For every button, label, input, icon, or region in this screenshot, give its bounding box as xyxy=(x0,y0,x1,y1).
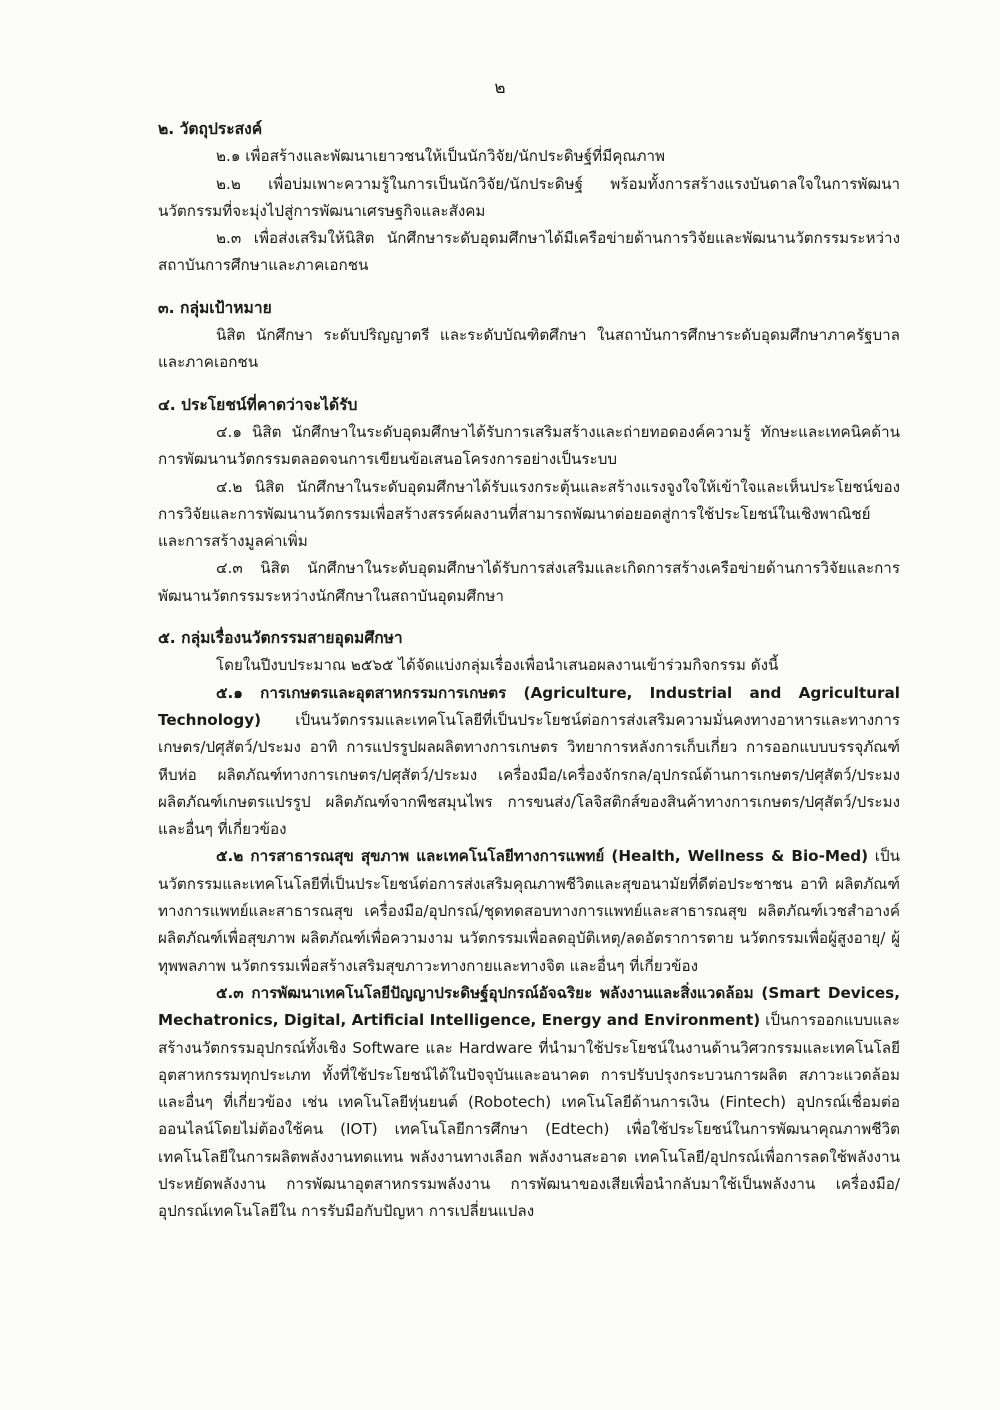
list-item xyxy=(158,680,900,844)
paragraph: โดยในปีงบประมาณ ๒๕๖๕ ได้จัดแบ่งกลุ่มเรื่องเพื่อนำเสนอผลงานเข้าร่วมกิจกรรม ดังนี้ xyxy=(216,656,779,675)
section-expected-benefits xyxy=(158,392,900,610)
section-heading: ๒. วัตถุประสงค์ xyxy=(158,120,263,138)
page-number: ๒ xyxy=(494,78,506,98)
paragraph: ๒.๓ เพื่อส่งเสริมให้นิสิต นักศึกษาระดับอุดมศึกษาได้มีเครือข่ายด้านการวิจัยและพัฒนานวัตกรรมระหว่างสถาบันการศึกษาและภาคเอกชน xyxy=(158,229,900,275)
section-target-group xyxy=(158,295,900,377)
section-heading: ๕. กลุ่มเรื่องนวัตกรรมสายอุดมศึกษา xyxy=(158,629,403,648)
item-body: เป็นการออกแบบและสร้างนวัตกรรมอุปกรณ์ทั้งเชิง Software และ Hardware ที่นำมาใช้ประโยชน์ในงานด้านวิศวกรรมและเทคโนโลยีอุตสาหกรรมทุกประเภท ทั้งที่ใช้ประโยชน์ได้ในปัจจุบันและอนาคต การปรับปรุงกระบวนการผลิต สภาวะแวดล้อม และอื่นๆ ที่เกี่ยวข้อง เช่น เทคโนโลยีหุ่นยนต์ (Robotech) เทคโนโลยีด้านการเงิน (Fintech) อุปกรณ์เชื่อมต่อออนไลน์โดยไม่ต้องใช้คน (IOT) เทคโนโลยีการศึกษา (Edtech) เพื่อใช้ประโยชน์ในการพัฒนาคุณภาพชีวิต เทคโนโลยีในการผลิตพลังงานทดแทน พลังงานทางเลือก พลังงานสะอาด เทคโนโลยี/อุปกรณ์เพื่อการลดใช้พลังงาน ประหยัดพลังงาน การพัฒนาอุตสาหกรรมพลังงาน การพัฒนาของเสียเพื่อนำกลับมาใช้เป็นพลังงาน เครื่องมือ/อุปกรณ์เทคโนโลยีใน การรับมือกับปัญหา การเปลี่ยนแปลง xyxy=(158,1011,900,1221)
paragraph: ๔.๒ นิสิต นักศึกษาในระดับอุดมศึกษาได้รับแรงกระตุ้นและสร้างแรงจูงใจให้เข้าใจและเห็นประโยชน์ของการวิจัยและการพัฒนานวัตกรรมเพื่อสร้างสรรค์ผลงานที่สามารถพัฒนาต่อยอดสู่การใช้ประโยชน์ในเชิงพาณิชย์ และการสร้างมูลค่าเพิ่ม xyxy=(158,477,900,551)
list-item xyxy=(158,843,900,979)
paragraph: ๔.๑ นิสิต นักศึกษาในระดับอุดมศึกษาได้รับการเสริมสร้างและถ่ายทอดองค์ความรู้ ทักษะและเทคนิคด้านการพัฒนานวัตกรรมตลอดจนการเขียนข้อเสนอโครงการอย่างเป็นระบบ xyxy=(158,422,900,469)
item-title: ๕.๓ การพัฒนาเทคโนโลยีปัญญาประดิษฐ์อุปกรณ์อัจฉริยะ พลังงานและสิ่งแวดล้อม (Smart Devices, Mechatronics, Digital, Artificial Intelligence, Energy and Environment) xyxy=(158,983,900,1030)
paragraph: ๒.๑ เพื่อสร้างและพัฒนาเยาวชนให้เป็นนักวิจัย/นักประดิษฐ์ที่มีคุณภาพ xyxy=(216,147,666,166)
paragraph: ๒.๒ เพื่อบ่มเพาะความรู้ในการเป็นนักวิจัย/นักประดิษฐ์ พร้อมทั้งการสร้างแรงบันดาลใจในการพัฒนานวัตกรรมที่จะมุ่งไปสู่การพัฒนาเศรษฐกิจและสังคม xyxy=(158,174,900,220)
section-heading: ๔. ประโยชน์ที่คาดว่าจะได้รับ xyxy=(158,395,358,414)
document-body xyxy=(158,116,900,1241)
paragraph: ๔.๓ นิสิต นักศึกษาในระดับอุดมศึกษาได้รับการส่งเสริมและเกิดการสร้างเครือข่ายด้านการวิจัยและการพัฒนานวัตกรรมระหว่างนักศึกษาในสถาบันอุดมศึกษา xyxy=(158,559,900,605)
item-title: ๕.๒ การสาธารณสุข สุขภาพ และเทคโนโลยีทางการแพทย์ (Health, Wellness & Bio-Med) xyxy=(216,847,869,866)
list-item xyxy=(158,980,900,1226)
item-title: ๕.๑ การเกษตรและอุตสาหกรรมการเกษตร (Agriculture, Industrial and Agricultural Technology) xyxy=(158,683,900,729)
item-body: เป็นนวัตกรรมและเทคโนโลยีที่เป็นประโยชน์ต่อการส่งเสริมคุณภาพชีวิตและสุขอนามัยที่ดีต่อประชาชน อาทิ ผลิตภัณฑ์ทางการแพทย์และสาธารณสุข เครื่องมือ/อุปกรณ์/ชุดทดสอบทางการแพทย์และสาธารณสุข ผลิตภัณฑ์เวชสำอางค์ ผลิตภัณฑ์เพื่อสุขภาพ ผลิตภัณฑ์เพื่อความงาม นวัตกรรมเพื่อลดอุบัติเหตุ/ลดอัตราการตาย นวัตกรรมเพื่อผู้สูงอายุ/ ผู้ทุพพลภาพ นวัตกรรมเพื่อสร้างเสริมสุขภาวะทางกายและทางจิต และอื่นๆ ที่เกี่ยวข้อง xyxy=(158,847,900,975)
section-innovation-groups xyxy=(158,625,900,1226)
paragraph: นิสิต นักศึกษา ระดับปริญญาตรี และระดับบัณฑิตศึกษา ในสถาบันการศึกษาระดับอุดมศึกษาภาครัฐบาลและภาคเอกชน xyxy=(158,326,900,372)
section-heading: ๓. กลุ่มเป้าหมาย xyxy=(158,298,272,317)
item-body: เป็นนวัตกรรมและเทคโนโลยีที่เป็นประโยชน์ต่อการส่งเสริมความมั่นคงทางอาหารและทางการเกษตร/ปศุสัตว์/ประมง อาทิ การแปรรูปผลผลิตทางการเกษตร วิทยาการหลังการเก็บเกี่ยว การออกแบบบรรจุภัณฑ์หีบห่อ ผลิตภัณฑ์ทางการเกษตร/ปศุสัตว์/ประมง เครื่องมือ/เครื่องจักรกล/อุปกรณ์ด้านการเกษตร/ปศุสัตว์/ประมง ผลิตภัณฑ์เกษตรแปรรูป ผลิตภัณฑ์จากพืชสมุนไพร การขนส่ง/โลจิสติกส์ของสินค้าทางการเกษตร/ปศุสัตว์/ประมง และอื่นๆ ที่เกี่ยวข้อง xyxy=(158,710,900,839)
section-objectives xyxy=(158,116,900,280)
